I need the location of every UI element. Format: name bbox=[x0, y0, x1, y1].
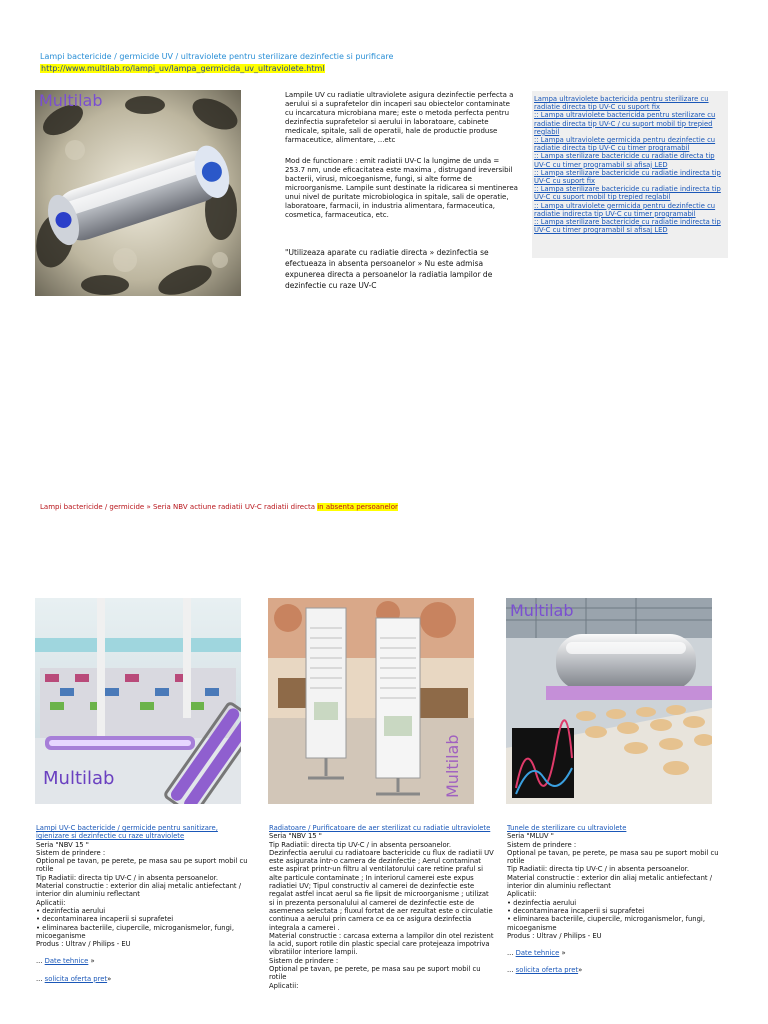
details-suffix: » bbox=[559, 949, 566, 958]
sidebar-link[interactable]: :: Lampa sterilizare bactericide cu radiatie directa tip UV-C cu timer programabil si afisaj LED bbox=[534, 152, 715, 169]
details-link[interactable]: Date tehnice bbox=[515, 949, 560, 958]
product-line: Aplicatii: bbox=[269, 981, 299, 990]
breadcrumb-text[interactable]: Lampi bactericide / germicide » Seria NBV actiune radiatii UV-C radiatii directa bbox=[40, 503, 318, 511]
product-image-uv-tunnel[interactable] bbox=[506, 598, 712, 804]
product-line: Seria "MLUV " bbox=[507, 832, 554, 841]
product-line: Tip Radiatii: directa tip UV-C / in absenta persoanelor. bbox=[269, 840, 452, 849]
details-suffix: » bbox=[88, 957, 95, 966]
page-title: Lampi bactericide / germicide UV / ultraviolete pentru sterilizare dezinfectie si purificare bbox=[40, 52, 394, 61]
product-line: Tip Radiatii: directa tip UV-C / in absenta persoanelor. bbox=[36, 873, 219, 882]
hero-uv-lamp-image bbox=[35, 90, 241, 296]
product-line: • dezinfectia aerului bbox=[507, 898, 577, 907]
logo-watermark: Multilab bbox=[443, 734, 462, 798]
product-line: • eliminarea bacteriile, ciupercile, microganismelor, fungi, micoeganisme bbox=[36, 923, 234, 940]
details-link[interactable]: Date tehnice bbox=[44, 957, 89, 966]
sidebar-link[interactable]: :: Lampa sterilizare bactericide cu radiatie indirecta tip UV-C cu suport fix bbox=[534, 168, 721, 186]
sidebar-link[interactable]: :: Lampa ultraviolete germicida pentru dezinfectie cu radiatie directa tip UV-C cu timer programabil bbox=[534, 136, 716, 153]
function-paragraph: Mod de functionare : emit radiatii UV-C la lungime de unda = 253.7 nm, unde eficacitatea este maxima , distrugand ireversibil bacterii, virusi, micoeganisme, fungi, si alte forme de microorganisme. Lampile sunt destinate la ridicarea si mentinerea unui nivel de puritate microbiologica in spitale, sali de operatie, laboratoare, farmacii, in industria alimentara, farmaceutica, cosmetica, farmaceutica, etc. bbox=[285, 157, 518, 219]
product-line: • decontaminarea incaperii si suprafetei bbox=[507, 906, 645, 915]
breadcrumb bbox=[40, 503, 398, 511]
product-line: Sistem de prindere : bbox=[269, 956, 339, 965]
product-line: Dezinfectia aerului cu radiatoare bactericide cu flux de radiatii UV este asigurata intr-o camera de dezinfectie ; Aerul contaminat este aspirat printr-un filtru al ventilatorului care retine praful si alte particule contaminate ; In interiorul camerei este expus radiatiei UV; Tipul constructiv al camerei de dezinfectie este regalat astfel incat aerul sa fie lipsit de microorganisme ; utilizat si in prezenta personalului al camerei de dezinfectie este de asemenea selectata ; fluxul fortat de aer rezultat este o circulatie continua a aerului prin camera ce ea ce asigura dezinfectia integrala a camerei . bbox=[269, 848, 494, 932]
product-line: Optional pe tavan, pe perete, pe masa sau pe suport mobil cu rotile bbox=[269, 965, 481, 982]
offer-suffix: » bbox=[107, 974, 112, 983]
product-line: Produs : Ultrav / Philips - EU bbox=[507, 931, 602, 940]
offer-link[interactable]: solicita oferta pret bbox=[44, 974, 108, 983]
product-card-mluv bbox=[507, 824, 719, 975]
product-line: Produs : Ultrav / Philips - EU bbox=[36, 940, 131, 949]
product-line: Seria "NBV 15 " bbox=[36, 840, 89, 849]
intro-paragraph: Lampile UV cu radiatie ultraviolete asigura dezinfectie perfecta a aerului si a suprafetelor din incaperi sau obiectelor contaminate cu incarcatura microbiana mare; este o metoda perfecta pentru dezinfectia suprafetelor si aerului in laboratoare, cabinete medicale, spitale, sali de operatii, hale de productie produse farmaceutice, alimentare, ...etc bbox=[285, 91, 514, 144]
offer-prefix: ... bbox=[507, 966, 516, 975]
details-prefix: ... bbox=[36, 957, 45, 966]
sidebar-link[interactable]: Lampa ultraviolete bactericida pentru sterilizare cu radiatie directa tip UV-C cu suport fix bbox=[534, 95, 709, 112]
sidebar-link[interactable]: :: Lampa ultraviolete germicida pentru dezinfectie cu radiatie indirecta tip UV-C cu timer programabil bbox=[534, 201, 716, 218]
product-line: • eliminarea bacteriile, ciupercile, microganismelor, fungi, micoeganisme bbox=[507, 915, 705, 932]
page-url-link[interactable]: http://www.multilab.ro/lampi_uv/lampa_germicida_uv_ultraviolete.html bbox=[41, 64, 325, 73]
sidebar-link[interactable]: :: Lampa ultraviolete bactericida pentru sterilizare cu radiatie directa tip UV-C / cu suport mobil tip trepied reglabil bbox=[534, 111, 716, 136]
details-prefix: ... bbox=[507, 949, 516, 958]
sidebar-link[interactable]: :: Lampa sterilizare bactericide cu radiatie indirecta tip UV-C cu suport mobil tip trepied reglabil bbox=[534, 185, 721, 202]
product-line: • decontaminarea incaperii si suprafetei bbox=[36, 915, 174, 924]
logo-watermark: Multilab bbox=[39, 91, 103, 110]
product-title-link[interactable]: Radiatoare / Purificatoare de aer sterilizat cu radiatie ultraviolete bbox=[269, 824, 491, 832]
offer-suffix: » bbox=[578, 966, 583, 975]
product-title-link[interactable]: Lampi UV-C bactericide / germicide pentru sanitizare, igienizare si dezinfectie cu raze ultraviolete bbox=[36, 824, 218, 841]
product-card-purifier bbox=[269, 824, 495, 990]
product-line: Material constructie : exterior din aliaj metalic antiefectant / interior din aluminiu reflectant bbox=[36, 882, 242, 899]
product-line: Sistem de prindere : bbox=[507, 840, 577, 849]
product-line: • dezinfectia aerului bbox=[36, 906, 106, 915]
product-line: Optional pe tavan, pe perete, pe masa sau pe suport mobil cu rotile bbox=[507, 848, 719, 866]
related-products-sidebar bbox=[532, 91, 728, 258]
product-image-ceiling-lamp[interactable] bbox=[35, 598, 241, 804]
offer-link[interactable]: solicita oferta pret bbox=[515, 966, 579, 975]
product-line: Material constructie : exterior din aliaj metalic antiefectant / interior din aluminiu reflectant bbox=[507, 873, 713, 891]
sidebar-link[interactable]: :: Lampa sterilizare bactericide cu radiatie indirecta tip UV-C cu timer programabil si afisaj LED bbox=[534, 218, 721, 235]
product-line: Tip Radiatii: directa tip UV-C / in absenta persoanelor. bbox=[507, 865, 690, 874]
logo-watermark: Multilab bbox=[510, 601, 574, 620]
product-line: Material constructie : carcasa externa a lampilor din otel rezistent la acid, suport rotile din plastic special care protejeaza impotriva vibratiilor interiore lampii. bbox=[269, 931, 494, 957]
product-title-link[interactable]: Tunele de sterilizare cu ultraviolete bbox=[507, 824, 627, 832]
product-line: Seria "NBV 15 " bbox=[269, 832, 322, 841]
offer-prefix: ... bbox=[36, 974, 45, 983]
product-image-air-purifier[interactable] bbox=[268, 598, 474, 804]
product-line: Sistem de prindere : bbox=[36, 848, 106, 857]
warning-paragraph: "Utilizeaza aparate cu radiatie directa » dezinfectia se efectueaza in absenta persoanelor » Nu este admisa expunerea directa a persoanelor la radiatia lampilor de dezinfectie cu raze UV-C bbox=[285, 248, 493, 290]
breadcrumb-highlight: in absenta persoanelor bbox=[317, 503, 398, 511]
product-card-nbv15 bbox=[36, 824, 248, 983]
product-line: Aplicatii: bbox=[36, 898, 66, 907]
logo-watermark: Multilab bbox=[43, 768, 115, 789]
product-line: Aplicatii: bbox=[507, 890, 537, 899]
product-line: Optional pe tavan, pe perete, pe masa sau pe suport mobil cu rotile bbox=[36, 857, 248, 874]
